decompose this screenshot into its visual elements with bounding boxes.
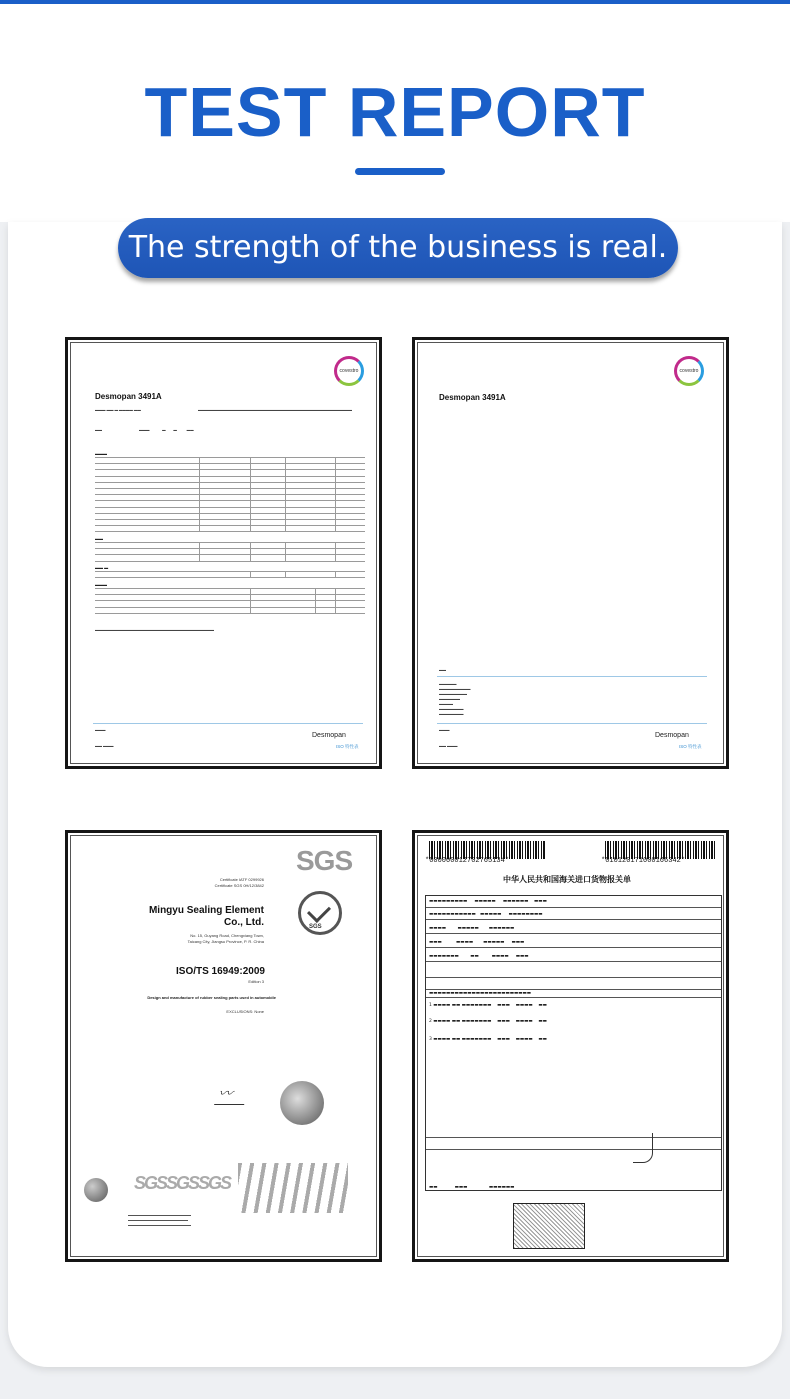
properties-table-4: [95, 588, 365, 614]
covestro-logo-icon: [334, 356, 364, 386]
globe-seal-icon: [280, 1081, 324, 1125]
page-title: TEST REPORT: [144, 73, 646, 151]
certificate-number-line: Certificate SGS 0H/12/3842: [214, 882, 264, 888]
certificate-numbers: [168, 877, 264, 888]
handwritten-entry: ▬▬▬▬▬▬▬ ▬▬ ▬▬▬▬ ▬▬▬: [429, 954, 529, 959]
document-title: Desmopan 3491A: [95, 392, 162, 401]
badge-text: SGS: [309, 924, 322, 930]
sgs-certificate-document[interactable]: [65, 830, 382, 1262]
section-label: ▬▬ ▬: [95, 565, 109, 570]
contact-heading-line: ▬▬: [439, 668, 446, 672]
covestro-logo-text: covestro: [339, 368, 359, 374]
properties-table-1: [95, 457, 365, 532]
footer-divider: [93, 723, 363, 724]
sgs-logo: SGS: [296, 845, 353, 876]
goods-line: 3 ▬▬▬▬ ▬▬ ▬▬▬▬▬▬▬ ▬▬▬ ▬▬▬▬ ▬▬: [429, 1037, 547, 1042]
section-label: ▬▬▬: [95, 582, 107, 587]
barcode-left-number: *000000012702765134*: [425, 857, 510, 865]
customs-form-title: 中华人民共和国海关进口货物报关单: [503, 875, 631, 884]
title-underline: [355, 168, 445, 175]
edition-label: Edition 3: [248, 979, 264, 984]
barcode-right-number: *010120171000166342*: [601, 857, 686, 865]
properties-table-2: [95, 542, 365, 562]
desmopan-logo: Desmopan: [312, 732, 346, 739]
handwritten-entry: ▬▬▬▬▬▬▬▬▬▬▬▬▬▬▬▬▬▬▬▬▬▬▬▬: [429, 991, 532, 996]
section-label: ▬▬: [95, 536, 103, 541]
document-description-lines: ▬▬▬▬▬▬▬▬▬▬▬▬▬▬▬▬▬▬▬▬▬▬▬▬▬▬▬▬▬▬▬▬▬▬▬▬▬▬▬▬▬▬▬▬: [198, 408, 352, 412]
goods-line: 1 ▬▬▬▬ ▬▬ ▬▬▬▬▬▬▬ ▬▬▬ ▬▬▬▬ ▬▬: [429, 1003, 547, 1008]
document-subtitle-lines: ▬▬▬ ▬▬ ▬ ▬▬▬▬ ▬▬: [95, 408, 141, 412]
top-accent-bar: [0, 0, 790, 4]
handwritten-entry: ▬▬▬▬▬▬▬▬▬▬▬ ▬▬▬▬▬ ▬▬▬▬▬▬▬▬: [429, 912, 543, 917]
footer-divider: [437, 723, 707, 724]
globe-icon: [84, 1178, 108, 1202]
sgs-badge-icon: [298, 891, 342, 935]
certificate-number-line: Certificate IATF 0299926: [219, 877, 264, 882]
handwritten-entry: ▬▬ ▬▬▬ ▬▬▬▬▬▬: [429, 1185, 515, 1190]
sgs-watermark-swoosh: [238, 1163, 348, 1213]
goods-line: 2 ▬▬▬▬ ▬▬ ▬▬▬▬▬▬▬ ▬▬▬ ▬▬▬▬ ▬▬: [429, 1019, 547, 1024]
handwritten-mark: [633, 1133, 653, 1163]
handwritten-entry: ▬▬▬▬ ▬▬▬▬▬ ▬▬▬▬▬▬: [429, 926, 515, 931]
test-report-document-1[interactable]: [65, 337, 382, 769]
page-number-line: ▬▬▬: [439, 728, 450, 732]
footer-date-line: ▬▬ ▬▬▬: [439, 744, 458, 748]
company-address: [138, 933, 264, 944]
customs-stamp: [513, 1203, 585, 1249]
exclusions-label: EXCLUSIONS: None: [226, 1009, 264, 1014]
contact-address-lines: ▬▬▬▬▬ ▬▬▬▬▬▬▬▬▬ ▬▬▬▬▬▬▬▬ ▬▬▬▬▬▬ ▬▬▬▬ ▬▬▬▬▬▬▬ ▬▬▬▬▬▬▬: [439, 682, 471, 716]
desmopan-logo: Desmopan: [655, 732, 689, 739]
handwritten-entry: ▬▬▬ ▬▬▬▬ ▬▬▬▬▬ ▬▬▬: [429, 940, 525, 945]
handwritten-entry: ▬▬▬▬▬▬▬▬▬ ▬▬▬▬▬ ▬▬▬▬▬▬ ▬▬▬: [429, 899, 547, 904]
signature-icon: 〰: [214, 1083, 252, 1105]
covestro-logo-icon: [674, 356, 704, 386]
page-number-line: ▬▬▬: [95, 728, 106, 732]
test-report-document-2[interactable]: [412, 337, 729, 769]
section-label: ▬▬▬: [95, 451, 107, 456]
footer-iso-label: ISO 特性表: [336, 744, 359, 749]
covestro-logo-text: covestro: [679, 368, 699, 374]
address-line: Taicang City, Jiangsu Province, P. R. China: [187, 938, 264, 944]
company-name: Mingyu Sealing Element Co., Ltd.: [148, 905, 264, 928]
certificate-scope: Design and manufacture of rubber sealing parts used in automobile: [147, 995, 276, 1000]
address-line: No. 15, Guyang Road, Chengxiang Town,: [190, 933, 264, 938]
note-line: ▬▬▬▬▬▬▬▬▬▬▬▬▬▬▬▬▬▬▬▬▬▬▬▬▬▬▬▬▬▬▬▬▬▬: [95, 628, 214, 632]
table-header-lines: ▬▬ ▬▬▬ ▬ ▬ ▬▬: [95, 428, 194, 432]
footer-date-line: ▬▬ ▬▬▬: [95, 744, 114, 748]
iso-standard: ISO/TS 16949:2009: [176, 966, 265, 977]
fine-print: ▬▬▬▬▬▬▬▬▬▬▬▬▬▬▬▬▬▬▬▬▬ ▬▬▬▬▬▬▬▬▬▬▬▬▬▬▬▬▬▬▬▬ ▬▬▬▬▬▬▬▬▬▬▬▬▬▬▬▬▬▬▬▬▬: [128, 1213, 191, 1227]
footer-iso-label: ISO 特性表: [679, 744, 702, 749]
contact-divider: [437, 676, 707, 677]
customs-declaration-document[interactable]: [412, 830, 729, 1262]
sgs-watermark-pattern: SGSSGSSGS: [134, 1173, 231, 1193]
tagline-banner: The strength of the business is real.: [118, 218, 678, 278]
properties-table-3: [95, 571, 365, 578]
document-title: Desmopan 3491A: [439, 393, 506, 402]
